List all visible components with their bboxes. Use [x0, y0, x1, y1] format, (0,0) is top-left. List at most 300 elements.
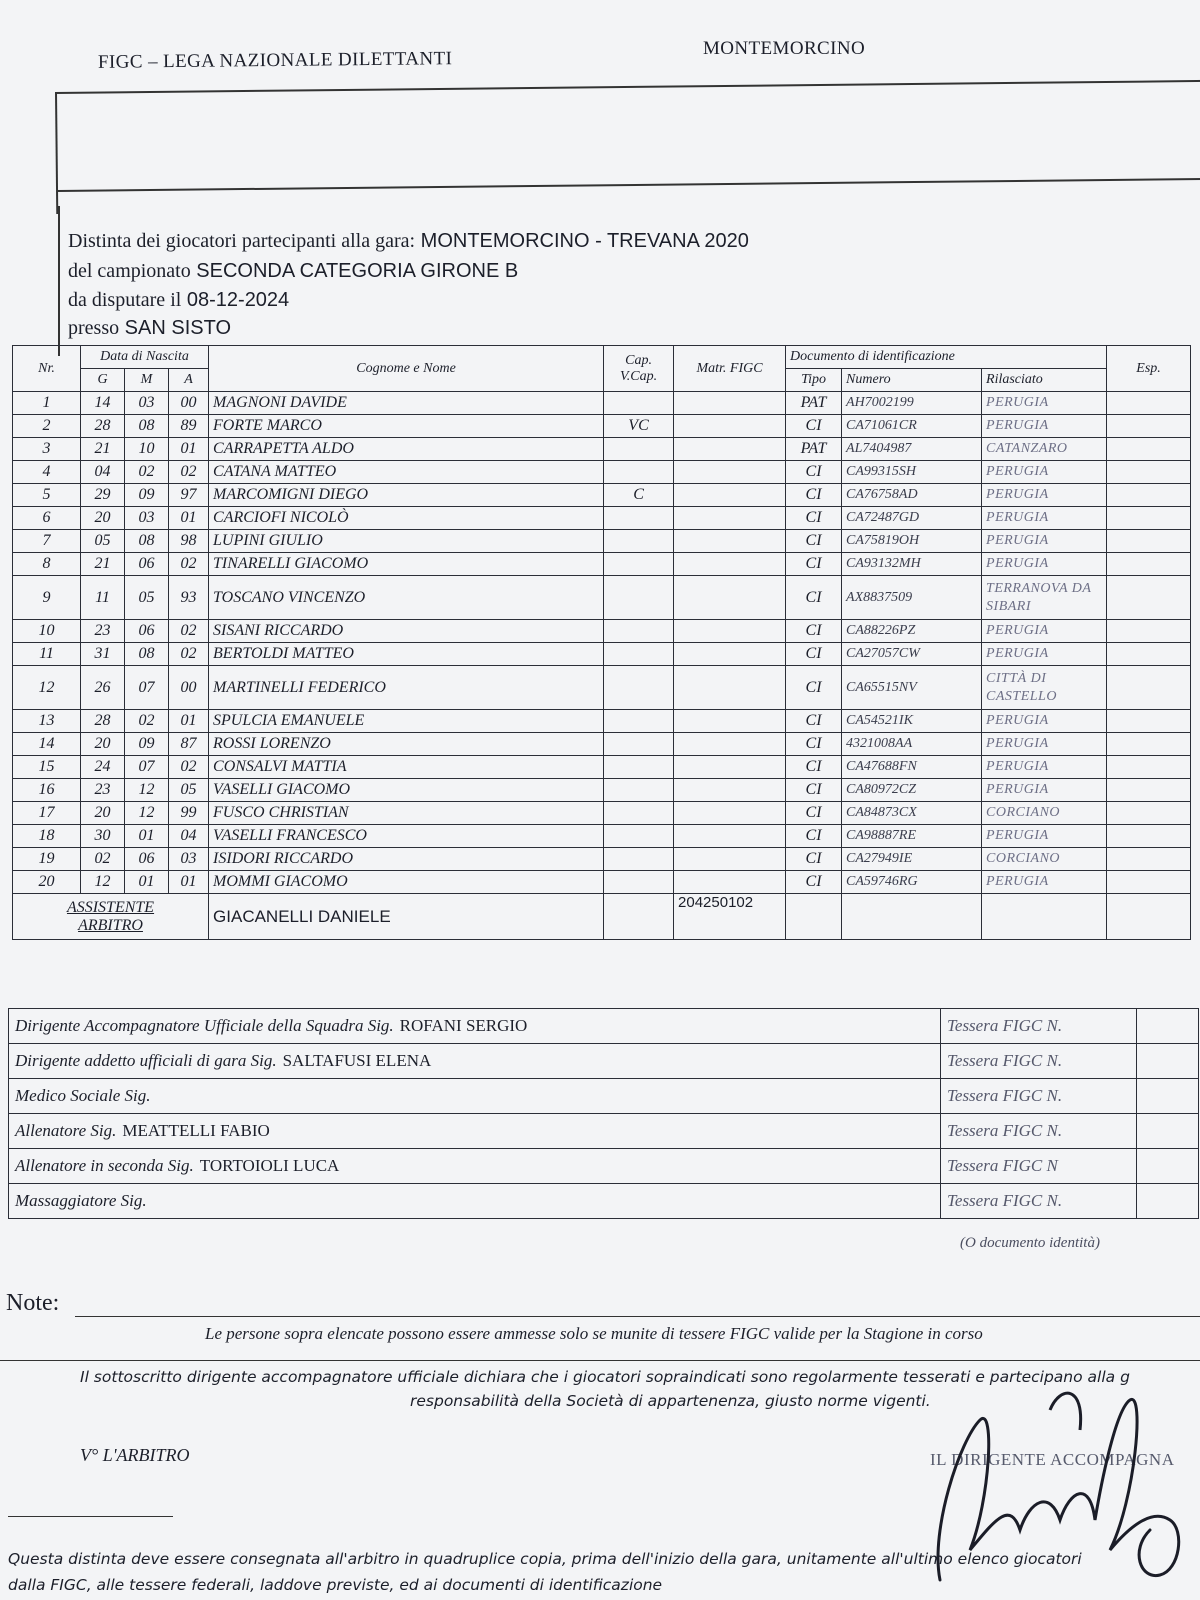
- row-name: TINARELLI GIACOMO: [209, 553, 604, 576]
- row-month: 01: [125, 871, 169, 894]
- row-numero: CA59746RG: [842, 871, 982, 894]
- row-nr: 2: [13, 415, 81, 438]
- row-name: FORTE MARCO: [209, 415, 604, 438]
- row-tipo: CI: [786, 871, 842, 894]
- row-nr: 20: [13, 871, 81, 894]
- row-name: CATANA MATTEO: [209, 461, 604, 484]
- row-year: 97: [169, 484, 209, 507]
- row-nr: 19: [13, 848, 81, 871]
- row-numero: CA47688FN: [842, 756, 982, 779]
- row-name: VASELLI GIACOMO: [209, 779, 604, 802]
- row-day: 05: [81, 530, 125, 553]
- row-nr: 15: [13, 756, 81, 779]
- row-name: BERTOLDI MATTEO: [209, 643, 604, 666]
- row-exp: [1107, 530, 1191, 553]
- row-year: 02: [169, 553, 209, 576]
- row-day: 14: [81, 392, 125, 415]
- row-year: 93: [169, 576, 209, 620]
- header-rilasciato: Rilasciato: [982, 369, 1107, 392]
- row-matr: [674, 553, 786, 576]
- intro-championship: [68, 260, 518, 283]
- row-month: 03: [125, 507, 169, 530]
- staff-tessera-number: [1137, 1044, 1199, 1079]
- row-name: ISIDORI RICCARDO: [209, 848, 604, 871]
- staff-tessera: Tessera FIGC N: [941, 1149, 1137, 1184]
- row-day: 24: [81, 756, 125, 779]
- table-row: [13, 756, 1191, 779]
- row-month: 06: [125, 620, 169, 643]
- row-nr: 10: [13, 620, 81, 643]
- row-exp: [1107, 643, 1191, 666]
- assistant-row: [13, 894, 1191, 940]
- intro-match-value: MONTEMORCINO - TREVANA 2020: [420, 230, 749, 252]
- table-row: [13, 461, 1191, 484]
- intro-match: [68, 230, 749, 253]
- assistant-cap: [604, 894, 674, 940]
- header-numero: Numero: [842, 369, 982, 392]
- footer-line-2: dalla FIGC, alle tessere federali, laddove previste, ed ai documenti di identificazione: [8, 1576, 663, 1594]
- row-cap: [604, 825, 674, 848]
- table-row: [13, 553, 1191, 576]
- row-numero: CA80972CZ: [842, 779, 982, 802]
- staff-row: [9, 1149, 1199, 1184]
- intro-venue: [68, 317, 231, 340]
- row-numero: CA71061CR: [842, 415, 982, 438]
- row-nr: 4: [13, 461, 81, 484]
- table-row: [13, 710, 1191, 733]
- row-nr: 14: [13, 733, 81, 756]
- row-month: 10: [125, 438, 169, 461]
- intro-match-label: Distinta dei giocatori partecipanti alla gara:: [68, 230, 416, 252]
- row-rilasciato: PERUGIA: [982, 643, 1107, 666]
- row-cap: C: [604, 484, 674, 507]
- staff-row: [9, 1009, 1199, 1044]
- staff-tessera-number: [1137, 1114, 1199, 1149]
- assistant-ril: [982, 894, 1107, 940]
- row-name: TOSCANO VINCENZO: [209, 576, 604, 620]
- table-row: [13, 392, 1191, 415]
- row-numero: CA27949IE: [842, 848, 982, 871]
- staff-tessera-number: [1137, 1184, 1199, 1219]
- row-rilasciato: PERUGIA: [982, 710, 1107, 733]
- table-row: [13, 438, 1191, 461]
- row-exp: [1107, 576, 1191, 620]
- row-exp: [1107, 461, 1191, 484]
- staff-row: [9, 1184, 1199, 1219]
- declaration-line-2: responsabilità della Società di appartenenza, giusto norme vigenti.: [410, 1392, 931, 1410]
- row-exp: [1107, 779, 1191, 802]
- org-header: FIGC – LEGA NAZIONALE DILETTANTI: [97, 48, 453, 73]
- frame-top: [55, 80, 1200, 214]
- staff-role-cell: [9, 1149, 941, 1184]
- staff-name: ROFANI SERGIO: [399, 1016, 528, 1035]
- staff-role: Massaggiatore Sig.: [15, 1191, 147, 1210]
- frame-vert: [58, 206, 60, 356]
- row-cap: [604, 871, 674, 894]
- row-year: 01: [169, 710, 209, 733]
- row-month: 09: [125, 484, 169, 507]
- row-nr: 16: [13, 779, 81, 802]
- row-rilasciato: CATANZARO: [982, 438, 1107, 461]
- staff-tessera-number: [1137, 1149, 1199, 1184]
- row-day: 11: [81, 576, 125, 620]
- row-day: 12: [81, 871, 125, 894]
- row-day: 23: [81, 620, 125, 643]
- row-rilasciato: CITTÀ DI CASTELLO: [982, 666, 1107, 710]
- row-matr: [674, 710, 786, 733]
- row-day: 02: [81, 848, 125, 871]
- row-rilasciato: PERUGIA: [982, 507, 1107, 530]
- assistant-exp: [1107, 894, 1191, 940]
- row-year: 04: [169, 825, 209, 848]
- row-month: 12: [125, 802, 169, 825]
- row-day: 26: [81, 666, 125, 710]
- assistant-label-1: ASSISTENTE: [66, 898, 155, 916]
- staff-name: MEATTELLI FABIO: [122, 1121, 270, 1140]
- staff-role-cell: [9, 1079, 941, 1114]
- row-year: 02: [169, 620, 209, 643]
- row-month: 12: [125, 779, 169, 802]
- header-name: Cognome e Nome: [209, 346, 604, 392]
- row-numero: CA65515NV: [842, 666, 982, 710]
- row-nr: 11: [13, 643, 81, 666]
- row-rilasciato: CORCIANO: [982, 802, 1107, 825]
- row-name: MARTINELLI FEDERICO: [209, 666, 604, 710]
- table-row: [13, 415, 1191, 438]
- row-month: 08: [125, 643, 169, 666]
- row-rilasciato: PERUGIA: [982, 756, 1107, 779]
- row-name: VASELLI FRANCESCO: [209, 825, 604, 848]
- staff-table: [8, 1008, 1199, 1219]
- row-exp: [1107, 733, 1191, 756]
- row-nr: 12: [13, 666, 81, 710]
- row-cap: [604, 438, 674, 461]
- row-month: 09: [125, 733, 169, 756]
- staff-row: [9, 1044, 1199, 1079]
- row-tipo: CI: [786, 733, 842, 756]
- row-month: 05: [125, 576, 169, 620]
- row-rilasciato: CORCIANO: [982, 848, 1107, 871]
- row-matr: [674, 576, 786, 620]
- row-nr: 6: [13, 507, 81, 530]
- row-matr: [674, 438, 786, 461]
- header-tipo: Tipo: [786, 369, 842, 392]
- table-row: [13, 825, 1191, 848]
- note-text: Le persone sopra elencate possono essere ammesse solo se munite di tessere FIGC valide per la Stagione in corso: [205, 1324, 983, 1343]
- row-matr: [674, 620, 786, 643]
- row-cap: [604, 848, 674, 871]
- header-g: G: [81, 369, 125, 392]
- row-rilasciato: PERUGIA: [982, 825, 1107, 848]
- row-cap: [604, 666, 674, 710]
- row-day: 04: [81, 461, 125, 484]
- row-numero: CA75819OH: [842, 530, 982, 553]
- row-year: 02: [169, 643, 209, 666]
- dirigente-label: IL DIRIGENTE ACCOMPAGNA: [930, 1450, 1175, 1469]
- row-cap: VC: [604, 415, 674, 438]
- row-exp: [1107, 666, 1191, 710]
- header-a: A: [169, 369, 209, 392]
- assistant-numero: [842, 894, 982, 940]
- row-matr: [674, 802, 786, 825]
- arbitro-label: V° L'ARBITRO: [80, 1445, 190, 1465]
- row-cap: [604, 643, 674, 666]
- row-matr: [674, 530, 786, 553]
- footer-line-1: Questa distinta deve essere consegnata all'arbitro in quadruplice copia, prima dell'inizio della gara, unitamente all'ultimo elenco giocatori: [8, 1550, 1082, 1568]
- row-matr: [674, 461, 786, 484]
- row-numero: CA72487GD: [842, 507, 982, 530]
- row-year: 01: [169, 871, 209, 894]
- row-matr: [674, 643, 786, 666]
- row-year: 00: [169, 392, 209, 415]
- row-name: SISANI RICCARDO: [209, 620, 604, 643]
- staff-role: Allenatore in seconda Sig.: [15, 1156, 194, 1175]
- row-numero: CA93132MH: [842, 553, 982, 576]
- header-nr: Nr.: [13, 346, 81, 392]
- assistant-name: GIACANELLI DANIELE: [209, 894, 604, 940]
- arbitro-signature-line: [8, 1516, 173, 1517]
- row-nr: 17: [13, 802, 81, 825]
- row-tipo: CI: [786, 825, 842, 848]
- row-tipo: PAT: [786, 392, 842, 415]
- row-name: MOMMI GIACOMO: [209, 871, 604, 894]
- row-matr: [674, 392, 786, 415]
- table-row: [13, 507, 1191, 530]
- row-rilasciato: PERUGIA: [982, 530, 1107, 553]
- row-exp: [1107, 620, 1191, 643]
- row-numero: 4321008AA: [842, 733, 982, 756]
- row-day: 30: [81, 825, 125, 848]
- intro-championship-value: SECONDA CATEGORIA GIRONE B: [196, 260, 519, 282]
- row-tipo: CI: [786, 576, 842, 620]
- intro-venue-label: presso: [68, 317, 120, 339]
- row-day: 31: [81, 643, 125, 666]
- row-month: 06: [125, 553, 169, 576]
- row-numero: AL7404987: [842, 438, 982, 461]
- row-name: ROSSI LORENZO: [209, 733, 604, 756]
- row-cap: [604, 779, 674, 802]
- row-numero: CA84873CX: [842, 802, 982, 825]
- row-month: 07: [125, 756, 169, 779]
- row-matr: [674, 415, 786, 438]
- row-exp: [1107, 484, 1191, 507]
- table-row: [13, 733, 1191, 756]
- row-tipo: CI: [786, 802, 842, 825]
- intro-date-label: da disputare il: [68, 289, 182, 311]
- row-tipo: CI: [786, 643, 842, 666]
- row-tipo: CI: [786, 530, 842, 553]
- assistant-matr: 204250102: [674, 894, 786, 940]
- row-numero: CA27057CW: [842, 643, 982, 666]
- assistant-label-2: ARBITRO: [78, 916, 143, 934]
- row-month: 03: [125, 392, 169, 415]
- table-row: [13, 779, 1191, 802]
- row-matr: [674, 507, 786, 530]
- row-numero: CA99315SH: [842, 461, 982, 484]
- row-cap: [604, 620, 674, 643]
- row-tipo: CI: [786, 415, 842, 438]
- row-numero: CA98887RE: [842, 825, 982, 848]
- declaration-line-1: Il sottoscritto dirigente accompagnatore ufficiale dichiara che i giocatori sopraindicati sono regolarmente tesserati e partecipano alla g: [80, 1368, 1130, 1386]
- row-matr: [674, 484, 786, 507]
- table-row: [13, 576, 1191, 620]
- row-exp: [1107, 756, 1191, 779]
- row-nr: 3: [13, 438, 81, 461]
- row-nr: 7: [13, 530, 81, 553]
- table-row: [13, 666, 1191, 710]
- row-exp: [1107, 392, 1191, 415]
- row-name: CARCIOFI NICOLÒ: [209, 507, 604, 530]
- row-cap: [604, 530, 674, 553]
- row-rilasciato: PERUGIA: [982, 553, 1107, 576]
- table-row: [13, 848, 1191, 871]
- doc-note: (O documento identità): [960, 1235, 1100, 1251]
- row-year: 02: [169, 756, 209, 779]
- row-matr: [674, 733, 786, 756]
- row-rilasciato: PERUGIA: [982, 461, 1107, 484]
- row-year: 02: [169, 461, 209, 484]
- row-nr: 8: [13, 553, 81, 576]
- staff-tessera: Tessera FIGC N.: [941, 1114, 1137, 1149]
- staff-role-cell: [9, 1114, 941, 1149]
- intro-date: [68, 289, 289, 312]
- intro-date-value: 08-12-2024: [186, 289, 290, 311]
- row-tipo: CI: [786, 666, 842, 710]
- row-month: 07: [125, 666, 169, 710]
- row-matr: [674, 825, 786, 848]
- row-rilasciato: TERRANOVA DA SIBARI: [982, 576, 1107, 620]
- row-month: 08: [125, 530, 169, 553]
- header-exp: Esp.: [1107, 346, 1191, 392]
- row-year: 87: [169, 733, 209, 756]
- staff-role: Dirigente Accompagnatore Ufficiale della Squadra Sig.: [15, 1016, 394, 1035]
- row-month: 02: [125, 710, 169, 733]
- row-year: 05: [169, 779, 209, 802]
- row-nr: 5: [13, 484, 81, 507]
- row-cap: [604, 802, 674, 825]
- row-day: 29: [81, 484, 125, 507]
- row-day: 21: [81, 438, 125, 461]
- row-exp: [1107, 825, 1191, 848]
- row-name: CONSALVI MATTIA: [209, 756, 604, 779]
- table-row: [13, 620, 1191, 643]
- row-rilasciato: PERUGIA: [982, 392, 1107, 415]
- staff-tessera: Tessera FIGC N.: [941, 1044, 1137, 1079]
- row-tipo: CI: [786, 779, 842, 802]
- row-nr: 9: [13, 576, 81, 620]
- row-cap: [604, 553, 674, 576]
- row-name: MARCOMIGNI DIEGO: [209, 484, 604, 507]
- row-exp: [1107, 438, 1191, 461]
- row-exp: [1107, 415, 1191, 438]
- header-doc: Documento di identificazione: [786, 346, 1107, 369]
- row-day: 28: [81, 415, 125, 438]
- row-name: CARRAPETTA ALDO: [209, 438, 604, 461]
- staff-name: TORTOIOLI LUCA: [199, 1156, 340, 1175]
- row-numero: AX8837509: [842, 576, 982, 620]
- row-matr: [674, 756, 786, 779]
- staff-rows: [9, 1009, 1199, 1219]
- row-rilasciato: PERUGIA: [982, 620, 1107, 643]
- intro-championship-label: del campionato: [68, 260, 191, 282]
- staff-role-cell: [9, 1184, 941, 1219]
- row-day: 20: [81, 802, 125, 825]
- divider-rule: [0, 1360, 1200, 1361]
- staff-name: SALTAFUSI ELENA: [282, 1051, 432, 1070]
- row-name: MAGNONI DAVIDE: [209, 392, 604, 415]
- row-name: FUSCO CHRISTIAN: [209, 802, 604, 825]
- row-exp: [1107, 871, 1191, 894]
- row-tipo: CI: [786, 507, 842, 530]
- staff-tessera-number: [1137, 1079, 1199, 1114]
- row-month: 08: [125, 415, 169, 438]
- row-exp: [1107, 507, 1191, 530]
- note-label: Note:: [6, 1290, 60, 1316]
- row-tipo: CI: [786, 756, 842, 779]
- row-year: 01: [169, 507, 209, 530]
- team-header: MONTEMORCINO: [703, 38, 866, 59]
- row-year: 89: [169, 415, 209, 438]
- players-table: [12, 345, 1191, 940]
- staff-role-cell: [9, 1009, 941, 1044]
- assistant-tipo: [786, 894, 842, 940]
- row-month: 02: [125, 461, 169, 484]
- header-birth: Data di Nascita: [81, 346, 209, 369]
- row-name: LUPINI GIULIO: [209, 530, 604, 553]
- row-day: 21: [81, 553, 125, 576]
- row-exp: [1107, 710, 1191, 733]
- row-cap: [604, 756, 674, 779]
- table-row: [13, 484, 1191, 507]
- row-month: 01: [125, 825, 169, 848]
- row-exp: [1107, 802, 1191, 825]
- row-nr: 18: [13, 825, 81, 848]
- staff-role-cell: [9, 1044, 941, 1079]
- row-numero: AH7002199: [842, 392, 982, 415]
- row-tipo: CI: [786, 620, 842, 643]
- row-matr: [674, 848, 786, 871]
- row-cap: [604, 733, 674, 756]
- row-matr: [674, 779, 786, 802]
- staff-tessera: Tessera FIGC N.: [941, 1009, 1137, 1044]
- row-rilasciato: PERUGIA: [982, 733, 1107, 756]
- staff-role: Allenatore Sig.: [15, 1121, 117, 1140]
- staff-role: Dirigente addetto ufficiali di gara Sig.: [15, 1051, 277, 1070]
- row-exp: [1107, 553, 1191, 576]
- row-year: 03: [169, 848, 209, 871]
- table-row: [13, 530, 1191, 553]
- staff-row: [9, 1114, 1199, 1149]
- row-day: 23: [81, 779, 125, 802]
- row-nr: 13: [13, 710, 81, 733]
- row-rilasciato: PERUGIA: [982, 779, 1107, 802]
- row-tipo: CI: [786, 848, 842, 871]
- intro-venue-value: SAN SISTO: [124, 317, 231, 339]
- row-cap: [604, 392, 674, 415]
- row-cap: [604, 507, 674, 530]
- row-year: 98: [169, 530, 209, 553]
- table-row: [13, 802, 1191, 825]
- row-exp: [1107, 848, 1191, 871]
- row-tipo: CI: [786, 461, 842, 484]
- row-nr: 1: [13, 392, 81, 415]
- row-year: 99: [169, 802, 209, 825]
- row-tipo: CI: [786, 553, 842, 576]
- header-matr: Matr. FIGC: [674, 346, 786, 392]
- row-rilasciato: PERUGIA: [982, 871, 1107, 894]
- row-numero: CA76758AD: [842, 484, 982, 507]
- staff-role: Medico Sociale Sig.: [15, 1086, 151, 1105]
